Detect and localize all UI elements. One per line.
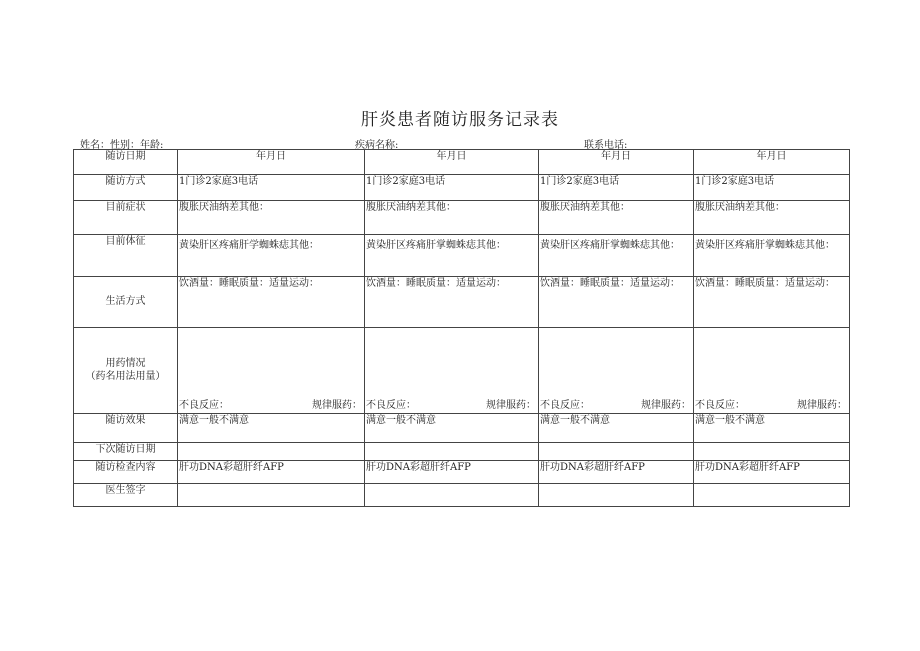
medication-cell[interactable]: [539, 328, 694, 414]
row-doctor: [74, 484, 850, 507]
regular-medication-label: 规律服药：: [312, 400, 362, 411]
form-title: 肝炎患者随访服务记录表: [361, 110, 559, 130]
doctor-signature-cell[interactable]: [365, 484, 539, 507]
exam-cell[interactable]: 肝功DNA彩超肝纤AFP: [178, 461, 365, 484]
follow-up-table: [73, 149, 850, 507]
row-next-date: [74, 443, 850, 461]
row-symptoms: [74, 201, 850, 235]
signs-label: 目前体征: [74, 235, 178, 277]
exam-cell[interactable]: 肝功DNA彩超肝纤AFP: [539, 461, 694, 484]
row-visit-method: [74, 175, 850, 201]
patient-info-label: 姓名：性别：年龄:: [80, 140, 164, 151]
doctor-signature-label: 医生签字: [74, 484, 178, 507]
visit-method-cell[interactable]: 1门诊2家庭3电话: [365, 175, 539, 201]
visit-date-cell[interactable]: 年月日: [365, 150, 539, 175]
adverse-reaction-label: 不良反应：: [695, 400, 745, 411]
symptoms-cell[interactable]: 腹胀厌油纳差其他：: [539, 201, 694, 235]
adverse-reaction-label: 不良反应：: [540, 400, 590, 411]
effect-cell[interactable]: 满意一般不满意: [539, 414, 694, 443]
lifestyle-cell[interactable]: 饮酒量：睡眠质量：适量运动：: [365, 277, 539, 328]
next-date-cell[interactable]: [178, 443, 365, 461]
row-visit-date: [74, 150, 850, 175]
adverse-reaction-label: 不良反应：: [179, 400, 229, 411]
disease-name-label: 疾病名称:: [355, 140, 399, 151]
lifestyle-cell[interactable]: 饮酒量：睡眠质量：适量运动：: [694, 277, 850, 328]
lifestyle-cell[interactable]: 饮酒量：睡眠质量：适量运动：: [178, 277, 365, 328]
row-signs: [74, 235, 850, 277]
next-date-label: 下次随访日期: [74, 443, 178, 461]
signs-cell[interactable]: 黄染肝区疼痛肝学蜘蛛痣其他：: [178, 235, 365, 277]
effect-cell[interactable]: 满意一般不满意: [694, 414, 850, 443]
phone-label: 联系电话:: [584, 140, 628, 151]
doctor-signature-cell[interactable]: [539, 484, 694, 507]
symptoms-label: 目前症状: [74, 201, 178, 235]
doctor-signature-cell[interactable]: [178, 484, 365, 507]
regular-medication-label: 规律服药：: [641, 400, 691, 411]
regular-medication-label: 规律服药：: [797, 400, 847, 411]
row-exam: [74, 461, 850, 484]
exam-cell[interactable]: 肝功DNA彩超肝纤AFP: [694, 461, 850, 484]
visit-method-cell[interactable]: 1门诊2家庭3电话: [539, 175, 694, 201]
visit-date-cell[interactable]: 年月日: [694, 150, 850, 175]
signs-cell[interactable]: 黄染肝区疼痛肝掌蜘蛛痣其他：: [365, 235, 539, 277]
medication-cell[interactable]: [694, 328, 850, 414]
visit-method-label: 随访方式: [74, 175, 178, 201]
symptoms-cell[interactable]: 腹胀厌油纳差其他：: [365, 201, 539, 235]
visit-date-label: 随访日期: [74, 150, 178, 175]
row-medication: [74, 328, 850, 414]
visit-date-cell[interactable]: 年月日: [539, 150, 694, 175]
effect-cell[interactable]: 满意一般不满意: [178, 414, 365, 443]
next-date-cell[interactable]: [539, 443, 694, 461]
row-lifestyle: [74, 277, 850, 328]
lifestyle-label: 生活方式: [105, 296, 146, 307]
visit-method-cell[interactable]: 1门诊2家庭3电话: [178, 175, 365, 201]
visit-date-cell[interactable]: 年月日: [178, 150, 365, 175]
medication-cell[interactable]: [178, 328, 365, 414]
medication-label: 用药情况: [105, 358, 146, 369]
signs-cell[interactable]: 黄染肝区疼痛肝掌蜘蛛痣其他：: [539, 235, 694, 277]
medication-sublabel: （药名用法用量）: [85, 371, 166, 382]
exam-cell[interactable]: 肝功DNA彩超肝纤AFP: [365, 461, 539, 484]
exam-label: 随访检查内容: [74, 461, 178, 484]
doctor-signature-cell[interactable]: [694, 484, 850, 507]
regular-medication-label: 规律服药：: [486, 400, 536, 411]
next-date-cell[interactable]: [365, 443, 539, 461]
signs-cell[interactable]: 黄染肝区疼痛肝掌蜘蛛痣其他：: [694, 235, 850, 277]
lifestyle-cell[interactable]: 饮酒量：睡眠质量：适量运动：: [539, 277, 694, 328]
adverse-reaction-label: 不良反应：: [366, 400, 416, 411]
effect-label: 随访效果: [74, 414, 178, 443]
next-date-cell[interactable]: [694, 443, 850, 461]
symptoms-cell[interactable]: 腹胀厌油纳差其他：: [178, 201, 365, 235]
visit-method-cell[interactable]: 1门诊2家庭3电话: [694, 175, 850, 201]
row-effect: [74, 414, 850, 443]
medication-cell[interactable]: [365, 328, 539, 414]
symptoms-cell[interactable]: 腹胀厌油纳差其他：: [694, 201, 850, 235]
effect-cell[interactable]: 满意一般不满意: [365, 414, 539, 443]
